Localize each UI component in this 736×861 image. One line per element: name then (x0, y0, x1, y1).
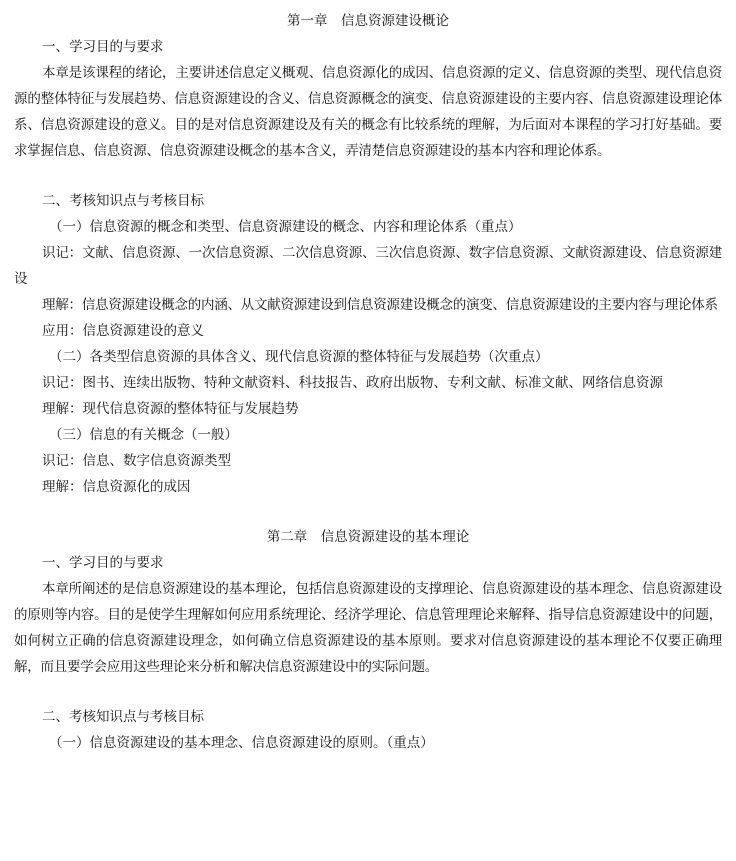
ch2-subsection-1-title: （一）信息资源建设的基本理念、信息资源建设的原则。（重点） (49, 735, 434, 751)
ch1-sub3-understand: 理解：信息资源化的成因 (42, 479, 191, 495)
ch1-sub1-apply: 应用：信息资源建设的意义 (42, 323, 204, 339)
ch2-section-1-heading: 一、学习目的与要求 (42, 555, 164, 571)
chapter-1-title: 第一章 信息资源建设概论 (287, 13, 449, 29)
ch1-intro-paragraph: 本章是该课程的绪论，主要讲述信息定义概观、信息资源化的成因、信息资源的定义、信息资源的类型、现代信息资源的整体特征与发展趋势、信息资源建设的含义、信息资源概念的演变、信息资源建设的主要内容、信息资源建设理论体系、信息资源建设的意义。目的是对信息资源建设及有关的概念有比较系统的理解，为后面对本课程的学习打好基础。要求掌握信息、信息资源、信息资源建设概念的基本含义，弄清楚信息资源建设的基本内容和理论体系。 (14, 65, 722, 159)
ch1-sub1-understand: 理解：信息资源建设概念的内涵、从文献资源建设到信息资源建设概念的演变、信息资源建设的主要内容与理论体系 (42, 297, 718, 313)
ch2-intro-paragraph: 本章所阐述的是信息资源建设的基本理论，包括信息资源建设的支撑理论、信息资源建设的基本理念、信息资源建设的原则等内容。目的是使学生理解如何应用系统理论、经济学理论、信息管理理论来解释、指导信息资源建设中的问题，如何树立正确的信息资源建设理念，如何确立信息资源建设的基本原则。要求对信息资源建设的基本理论不仅要正确理解，而且要学会应用这些理论来分析和解决信息资源建设中的实际问题。 (14, 581, 722, 675)
document-page (14, 8, 722, 756)
ch1-sub1-recall: 识记：文献、信息资源、一次信息资源、二次信息资源、三次信息资源、数字信息资源、文献资源建设、信息资源建设 (14, 245, 722, 287)
ch1-section-1-heading: 一、学习目的与要求 (42, 39, 164, 55)
ch1-sub2-understand: 理解：现代信息资源的整体特征与发展趋势 (42, 401, 299, 417)
ch1-sub2-recall: 识记：图书、连续出版物、特种文献资料、科技报告、政府出版物、专利文献、标准文献、网络信息资源 (42, 375, 663, 391)
spacer (14, 680, 722, 704)
ch1-subsection-3-title: （三）信息的有关概念（一般） (49, 427, 238, 443)
ch1-subsection-1-title: （一）信息资源的概念和类型、信息资源建设的概念、内容和理论体系（重点） (49, 219, 522, 235)
ch1-subsection-2-title: （二）各类型信息资源的具体含义、现代信息资源的整体特征与发展趋势（次重点） (49, 349, 549, 365)
ch1-sub3-recall: 识记：信息、数字信息资源类型 (42, 453, 231, 469)
chapter-2-title: 第二章 信息资源建设的基本理论 (266, 529, 470, 545)
spacer (14, 164, 722, 188)
spacer (14, 500, 722, 524)
ch1-section-2-heading: 二、考核知识点与考核目标 (42, 193, 204, 209)
ch2-section-2-heading: 二、考核知识点与考核目标 (42, 709, 204, 725)
